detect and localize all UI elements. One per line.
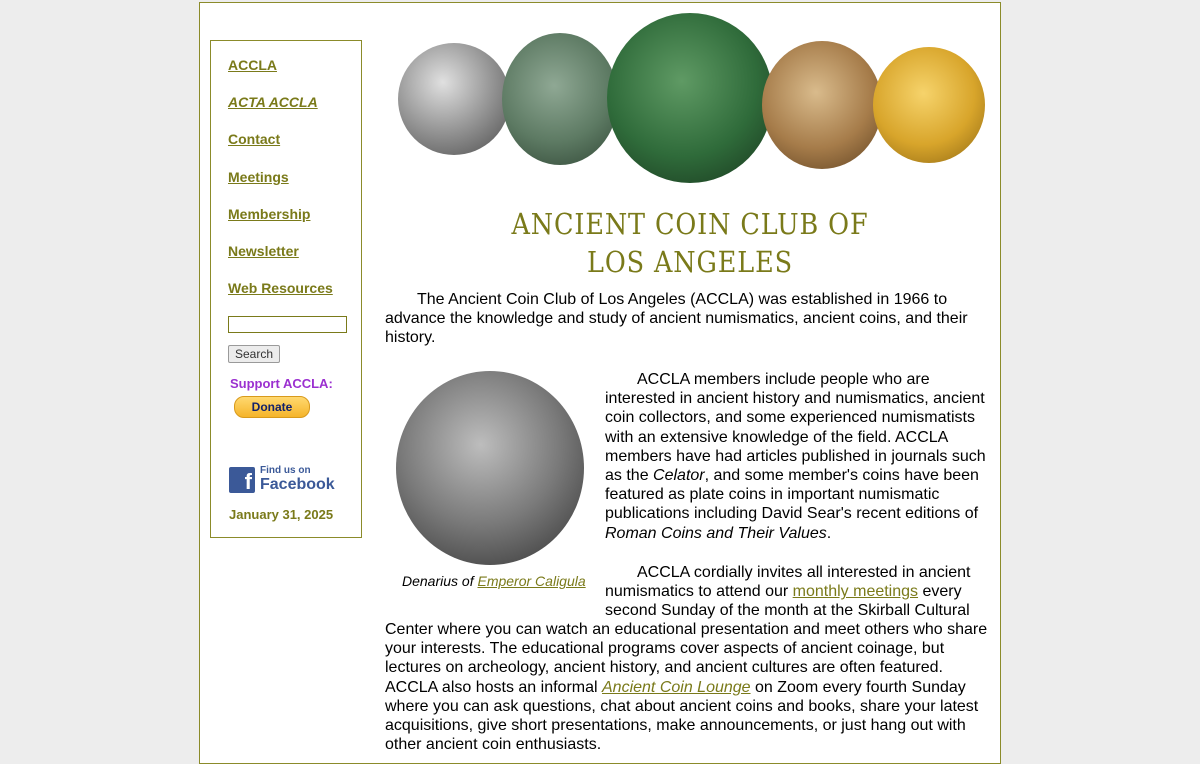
book-title: Roman Coins and Their Values — [605, 524, 827, 542]
caligula-denarius-image — [396, 371, 584, 565]
ancient-coin-lounge-link[interactable]: Ancient Coin Lounge — [602, 678, 751, 696]
sidebar — [210, 40, 362, 538]
caption-text: Denarius of — [402, 573, 478, 589]
veiled-bust-coin-image — [762, 41, 882, 169]
facebook-link[interactable] — [229, 466, 335, 493]
meetings-paragraph-bottom — [385, 620, 990, 754]
meetings-text-d: on Zoom every fourth Sunday where you can ask questions, chat about ancient coins and books, share your latest acquisitions, give short presentations, make announcements, or just hang out with other ancient coin enthusiasts. — [385, 678, 979, 754]
members-text-b: , and some member's coins have been featured as plate coins in important numismatic publications including David Sear's recent editions of — [605, 467, 979, 523]
support-label: Support ACCLA: — [230, 376, 333, 391]
title-line-1: ANCIENT COIN CLUB OF — [511, 207, 869, 241]
coin-banner — [395, 11, 995, 191]
members-paragraph — [605, 370, 989, 543]
coin-caption — [402, 573, 586, 589]
nav-membership[interactable]: Membership — [228, 206, 311, 222]
emperor-caligula-link[interactable]: Emperor Caligula — [477, 573, 586, 589]
facebook-find-text: Find us on — [260, 465, 311, 476]
nav-newsletter[interactable]: Newsletter — [228, 243, 299, 259]
meetings-paragraph-top — [605, 563, 989, 621]
date-label: January 31, 2025 — [229, 507, 334, 522]
nav-meetings[interactable]: Meetings — [228, 169, 289, 185]
facebook-icon: f — [229, 467, 255, 493]
search-button[interactable]: Search — [228, 345, 280, 363]
page-title — [422, 205, 959, 281]
meetings-text-b: every second Sunday of the month at the Skirball Cultural — [605, 583, 970, 620]
celator-title: Celator — [653, 467, 705, 485]
members-text-a: ACCLA members include people who are interested in ancient history and numismatics, ancient coin collectors, and some experienced numismatists with an extensive knowledge of the field. ACCLA members have had articles published in journals such as the — [605, 371, 986, 485]
donate-button[interactable] — [234, 396, 310, 418]
nav-acta-accla[interactable]: ACTA ACCLA — [228, 94, 318, 110]
members-text-end: . — [826, 524, 832, 542]
nav-web-resources[interactable]: Web Resources — [228, 280, 333, 296]
monthly-meetings-link[interactable]: monthly meetings — [792, 583, 919, 601]
intro-paragraph: The Ancient Coin Club of Los Angeles (ACCLA) was established in 1966 to advance the knowledge and study of ancient numismatics, ancient coins, and their history. — [385, 291, 968, 347]
byzantine-solidus-coin-image — [873, 47, 985, 163]
search-input[interactable] — [228, 316, 347, 333]
meetings-text-c: Center where you can watch an educational presentation and meet others who share your interests. The educational programs cover aspects of ancient coinage, but lectures on archeology, ancient history, and ancient cultures are often featured. ACCLA also hosts an informal — [385, 621, 988, 696]
nav-contact[interactable]: Contact — [228, 131, 281, 147]
facebook-name-text: Facebook — [260, 476, 335, 493]
title-line-2: LOS ANGELES — [586, 245, 793, 279]
greek-bronze-coin-image — [502, 33, 618, 165]
janus-as-coin-image — [607, 13, 773, 183]
meetings-text-a: ACCLA cordially invites all interested in ancient numismatics to attend our — [605, 564, 971, 601]
page-container — [199, 2, 1001, 764]
donate-label: Donate — [251, 400, 293, 414]
facebook-text — [260, 466, 335, 493]
owl-tetradrachm-coin-image — [398, 43, 510, 155]
nav-accla[interactable]: ACCLA — [228, 57, 277, 73]
